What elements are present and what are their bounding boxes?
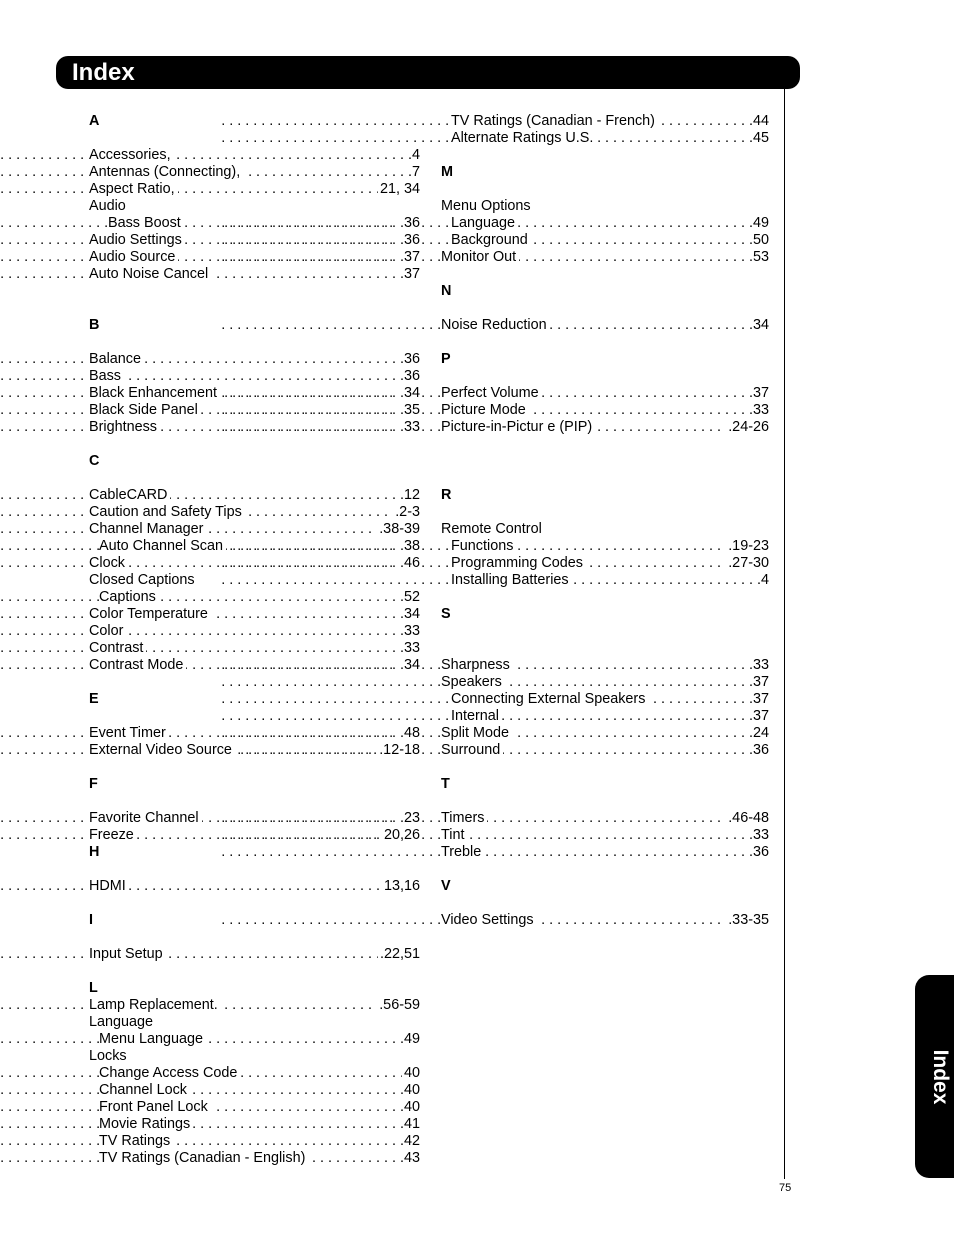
index-entry-label: . . . TV Ratings [99,1133,173,1150]
index-entry-label: . . . Channel Manager [89,521,206,538]
index-entry-page: .34 [399,606,420,622]
section-letter [441,606,769,623]
index-heading [89,1014,420,1031]
section-letter [441,487,769,504]
section-letter-text: N [441,283,454,300]
index-entry-label: . . . Audio Settings [89,232,185,249]
index-entry-page: .37 [399,266,420,282]
index-entry-page: .34 [748,317,769,333]
index-entry-label: . . . Sharpness [441,657,513,674]
index-entry-label: . . . Channel Lock [99,1082,190,1099]
index-entry-page: .33 [399,623,420,639]
index-entry-page: 13,16 [383,878,420,894]
index-entry [441,827,769,844]
index-entry-label: . . . Lamp Replacement. [89,997,221,1014]
spacer [441,759,769,776]
index-heading [89,1048,420,1065]
index-entry-page: .36 [399,232,420,248]
section-letter-text: M [441,164,456,181]
index-entry-label: . . . Alternate Ratings U.S. [451,130,596,147]
index-entry [89,487,420,504]
index-entry [89,504,420,521]
index-entry [89,147,420,164]
index-entry-label: . . . Background [451,232,531,249]
index-entry-page: .33 [748,657,769,673]
index-entry-page: .12-18 [379,742,420,758]
index-entry-label: . . . External Video Source [89,742,235,759]
index-entry-label: . . . Clock [89,555,128,572]
index-column-left [89,113,420,1167]
index-entry-page: .35 [399,402,420,418]
section-letter-text: T [441,776,453,793]
index-entry-page: .42 [399,1133,420,1149]
section-letter-text: I [89,912,96,929]
index-entry-label: . . . Treble [441,844,484,861]
index-entry-page: .37 [748,708,769,724]
index-entry-page: .48 [399,725,420,741]
index-entry-label: . . . Auto Noise Cancel [89,266,211,283]
section-letter-text: P [441,351,454,368]
section-letter [441,776,769,793]
index-entry-page: .37 [399,249,420,265]
index-entry-label: . . . Bass Boost [108,215,184,232]
index-entry [89,1099,420,1116]
spacer [441,623,769,640]
index-entry-page: 20,26 [383,827,420,843]
index-entry [441,385,769,402]
spacer [441,266,769,283]
index-title-bar [56,56,800,89]
section-letter-text: V [441,878,454,895]
index-entry-page: .37 [748,674,769,690]
index-entry [441,657,769,674]
index-entry-label: . . . Programming Codes [451,555,586,572]
spacer [89,793,420,810]
index-heading-label: Menu Options [441,198,534,215]
index-entry-label: . . . Audio Source [89,249,178,266]
index-entry [89,606,420,623]
index-entry [89,368,420,385]
index-entry-page: .36 [748,742,769,758]
index-entry [441,844,769,861]
index-entry-label: . . . Monitor Out [441,249,519,266]
spacer [441,300,769,317]
index-entry [89,1082,420,1099]
index-entry [441,691,769,708]
index-entry-page: .40 [399,1099,420,1115]
index-entry-label: . . . Surround [441,742,503,759]
index-entry [89,1150,420,1167]
index-entry-page: .2-3 [395,504,420,520]
index-entry [441,810,769,827]
index-entry-label: . . . Captions [99,589,159,606]
section-letter-text: H [89,844,102,861]
index-entry-label: . . . TV Ratings (Canadian - English) [99,1150,308,1167]
index-entry-label: . . . Speakers [441,674,505,691]
index-entry-label: . . . Picture Mode [441,402,529,419]
index-entry-label: . . . Favorite Channel [89,810,202,827]
index-entry-page: .38-39 [379,521,420,537]
index-entry [89,623,420,640]
index-entry-label: . . . HDMI [89,878,129,895]
index-entry-page: .36 [399,351,420,367]
side-tab-label: Index [929,1049,952,1104]
spacer [89,283,420,300]
spacer [441,147,769,164]
index-entry [441,674,769,691]
index-entry-label: . . . Brightness [89,419,160,436]
side-tab-index[interactable] [915,975,954,1178]
index-entry-page: .24 [748,725,769,741]
section-letter [89,980,420,997]
index-entry-label: . . . Tint [441,827,467,844]
index-entry-page: .33 [399,640,420,656]
index-entry-label: . . . Aspect Ratio, [89,181,178,198]
index-entry-label: . . . Black Enhancement [89,385,220,402]
spacer [89,895,420,912]
index-heading-label: Closed Captions [89,572,198,589]
spacer [441,453,769,470]
section-letter [89,453,420,470]
index-heading-label: Locks [89,1048,130,1065]
section-letter-text: C [89,453,102,470]
section-letter-text: S [441,606,454,623]
index-entry-page: .19-23 [728,538,769,554]
index-entry-label: . . . Language [451,215,518,232]
index-entry-label: . . . Connecting External Speakers [451,691,648,708]
index-entry-label: . . . Menu Language [99,1031,206,1048]
index-entry [441,402,769,419]
index-entry-page: .49 [399,1031,420,1047]
index-entry-label: . . . Noise Reduction [441,317,550,334]
index-entry [89,1065,420,1082]
index-entry-page: .56-59 [379,997,420,1013]
index-entry-page: .36 [399,368,420,384]
index-heading-label: Audio [89,198,129,215]
section-letter [441,283,769,300]
index-entry-label: . . . Installing Batteries [451,572,572,589]
index-entry-page: .27-30 [728,555,769,571]
index-entry-label: . . . Picture-in-Pictur e (PIP) [441,419,595,436]
index-entry [441,555,769,572]
index-entry [441,317,769,334]
index-entry [89,1031,420,1048]
index-entry-page: .50 [748,232,769,248]
index-entry-page: .40 [399,1082,420,1098]
index-entry [441,708,769,725]
spacer [89,963,420,980]
index-entry-page: 40 [403,1065,420,1081]
index-entry-page: .34 [399,657,420,673]
spacer [89,334,420,351]
index-entry [89,589,420,606]
index-entry-label: . . . Color [89,623,126,640]
index-entry-page: .33 [399,419,420,435]
index-entry-label: . . . Perfect Volume [441,385,542,402]
spacer [89,436,420,453]
index-heading-label: Remote Control [441,521,545,538]
index-entry-page: .4 [407,147,420,163]
section-letter-text: A [89,113,102,130]
index-heading [441,198,769,215]
index-entry-label: . . . Functions [451,538,516,555]
index-entry-page: .4 [756,572,769,588]
spacer [441,589,769,606]
section-letter [441,164,769,181]
index-entry [441,232,769,249]
index-entry-label: . . . Balance [89,351,144,368]
index-entry-label: . . . Movie Ratings [99,1116,193,1133]
index-entry-label: . . . Input Setup [89,946,166,963]
index-entry-page: .53 [748,249,769,265]
index-entry [89,521,420,538]
index-entry-page: .33-35 [728,912,769,928]
index-entry [441,742,769,759]
spacer [441,793,769,810]
spacer [89,470,420,487]
column-divider [784,89,785,1179]
index-entry-label: . . . CableCARD [89,487,170,504]
spacer [89,759,420,776]
index-entry-label: . . . Accessories, [89,147,174,164]
index-heading [441,521,769,538]
index-entry [89,351,420,368]
index-entry [89,181,420,198]
spacer [441,504,769,521]
page-number: 75 [779,1182,792,1194]
index-entry [89,878,420,895]
index-column-right [441,113,769,929]
index-entry-page: .37 [748,385,769,401]
index-entry-label: . . . Contrast Mode [89,657,186,674]
index-entry-page: .36 [748,844,769,860]
index-entry-page: .33 [748,827,769,843]
index-entry-page: .24-26 [728,419,769,435]
index-entry-label: . . . Color Temperature [89,606,211,623]
spacer [441,436,769,453]
index-entry-page: .52 [399,589,420,605]
index-entry-label: . . . Split Mode [441,725,512,742]
index-entry-label: . . . Auto Channel Scan [99,538,226,555]
section-letter-text: F [89,776,101,793]
spacer [441,861,769,878]
index-entry [441,113,769,130]
spacer [89,300,420,317]
index-entry-label: . . . Antennas (Connecting), [89,164,243,181]
page-title: Index [72,59,135,86]
index-entry-label: . . . Bass [89,368,124,385]
section-letter [441,351,769,368]
spacer [441,181,769,198]
index-entry-label: . . . Freeze [89,827,137,844]
spacer [89,861,420,878]
index-entry [89,997,420,1014]
index-entry [441,419,769,436]
index-entry-label: . . . Contrast [89,640,146,657]
index-entry-page: .46 [399,555,420,571]
spacer [441,470,769,487]
index-entry [441,130,769,147]
index-entry-page: 21, 34 [379,181,420,197]
index-entry [89,640,420,657]
index-entry [89,164,420,181]
spacer [89,929,420,946]
index-entry-label: . . . Timers [441,810,487,827]
section-letter-text: E [89,691,102,708]
index-entry [89,1116,420,1133]
index-entry-page: .46-48 [728,810,769,826]
index-entry-page: .33 [748,402,769,418]
index-entry-label: . . . Caution and Safety Tips [89,504,245,521]
index-entry-page: .36 [399,215,420,231]
spacer [441,368,769,385]
index-entry-label: . . . Video Settings [441,912,537,929]
index-entry [441,912,769,929]
index-entry [89,946,420,963]
index-entry-label: . . . Black Side Panel [89,402,201,419]
index-entry [441,249,769,266]
section-letter [89,776,420,793]
index-entry-page: .12 [399,487,420,503]
index-entry [89,266,420,283]
section-letter-text: R [441,487,454,504]
spacer [441,640,769,657]
index-entry-page: .7 [407,164,420,180]
index-entry-label: . . . TV Ratings (Canadian - French) [451,113,658,130]
spacer [441,895,769,912]
index-entry [441,572,769,589]
index-entry-label: . . . Event Timer [89,725,169,742]
index-entry-label: . . . Front Panel Lock [99,1099,211,1116]
section-letter-text: B [89,317,102,334]
index-entry-page: .45 [748,130,769,146]
index-entry-page: .43 [399,1150,420,1166]
index-entry-page: .38 [399,538,420,554]
index-entry-label: . . . Change Access Code [99,1065,240,1082]
index-entry [441,725,769,742]
section-letter-text: L [89,980,101,997]
index-heading [89,198,420,215]
index-entry-label: . . . Internal [451,708,502,725]
index-entry-page: .23 [399,810,420,826]
index-heading-label: Language [89,1014,156,1031]
index-entry-page: .49 [748,215,769,231]
index-entry [89,1133,420,1150]
index-entry-page: .41 [399,1116,420,1132]
section-letter [441,878,769,895]
index-entry-page: .34 [399,385,420,401]
spacer [441,334,769,351]
index-entry [441,215,769,232]
index-entry-page: .37 [748,691,769,707]
index-entry-page: .44 [748,113,769,129]
index-entry [441,538,769,555]
index-entry-page: .22,51 [379,946,420,962]
